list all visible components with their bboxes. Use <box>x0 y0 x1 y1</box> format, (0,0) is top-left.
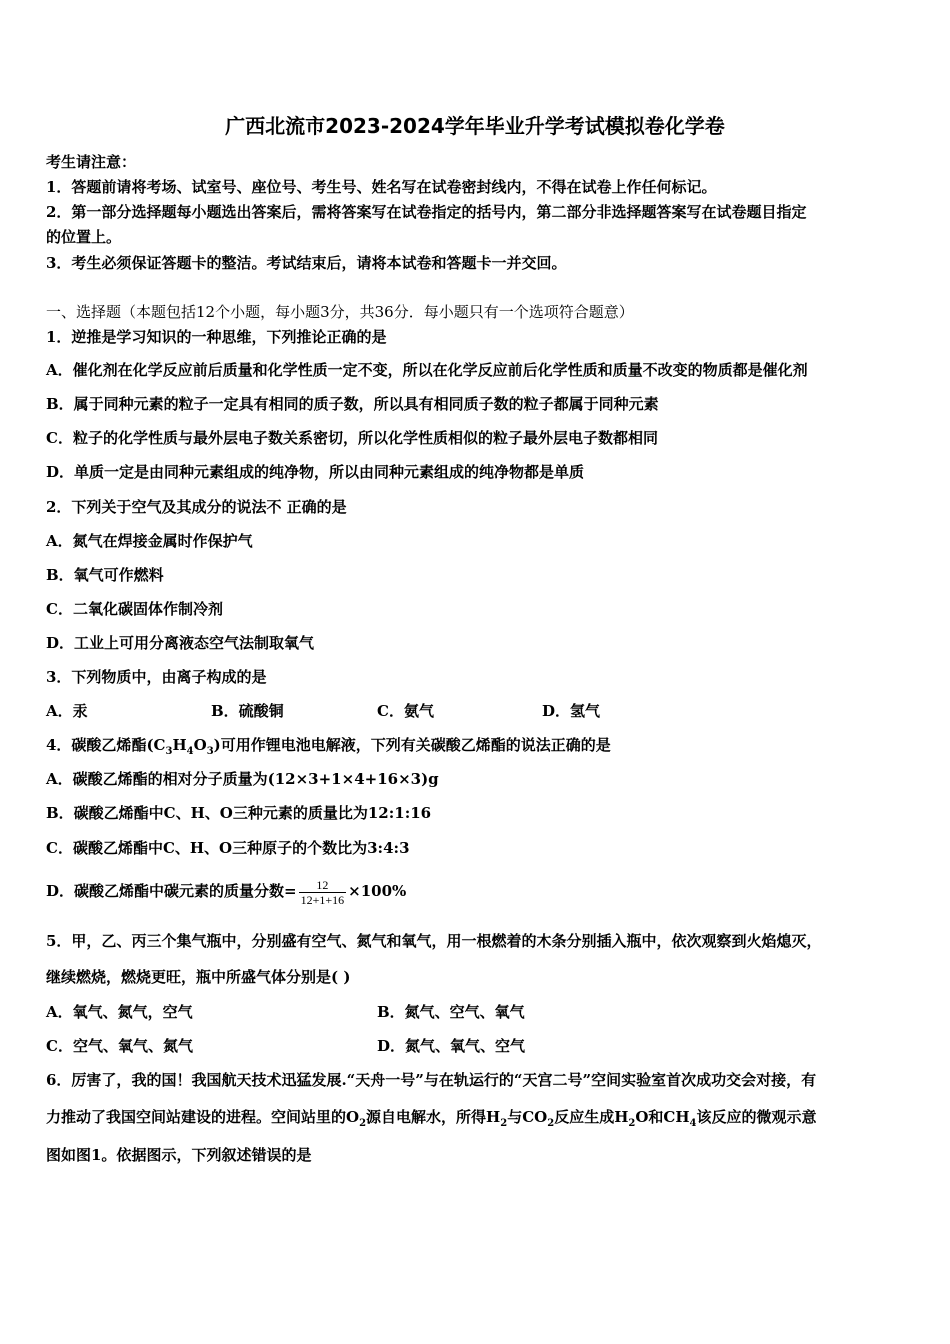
q1-option-c: C．粒子的化学性质与最外层电子数关系密切，所以化学性质相似的粒子最外层电子数都相同 <box>46 429 658 447</box>
subscript: 3 <box>206 746 214 757</box>
q3-option-b: B．硫酸铜 <box>211 702 284 720</box>
notice-item-3: 3．考生必须保证答题卡的整洁。考试结束后，请将本试卷和答题卡一并交回。 <box>46 254 567 272</box>
q1-option-d: D．单质一定是由同种元素组成的纯净物，所以由同种元素组成的纯净物都是单质 <box>46 463 585 481</box>
q4-option-d-text: D．碳酸乙烯酯中碳元素的质量分数= <box>46 882 297 900</box>
q6-text: 力推动了我国空间站建设的进程。空间站里的O <box>46 1108 360 1126</box>
q3-option-c: C．氨气 <box>377 702 434 720</box>
q1-option-a: A．催化剂在化学反应前后质量和化学性质一定不变，所以在化学反应前后化学性质和质量不改变的物质都是催化剂 <box>46 361 808 379</box>
section-heading: 一、选择题（本题包括12个小题，每小题3分，共36分．每小题只有一个选项符合题意） <box>46 303 634 321</box>
q4-option-d-text: ×100% <box>348 882 407 900</box>
q2-stem: 2．下列关于空气及其成分的说法不 正确的是 <box>46 498 347 516</box>
q2-option-d: D．工业上可用分离液态空气法制取氧气 <box>46 634 315 652</box>
q1-stem: 1．逆推是学习知识的一种思维，下列推论正确的是 <box>46 328 387 346</box>
q4-stem-text: H <box>172 736 187 754</box>
q4-stem-text: 4．碳酸乙烯酯(C <box>46 736 166 754</box>
subscript: 3 <box>165 746 173 757</box>
notice-heading: 考生请注意： <box>46 153 137 171</box>
q2-option-b: B．氧气可作燃料 <box>46 566 164 584</box>
q4-stem-text: )可用作锂电池电解液，下列有关碳酸乙烯酯的说法正确的是 <box>213 736 611 754</box>
q5-option-a: A．氧气、氮气，空气 <box>46 1003 193 1021</box>
q5-option-c: C．空气、氧气、氮气 <box>46 1037 193 1055</box>
q4-option-a: A．碳酸乙烯酯的相对分子质量为(12×3+1×4+16×3)g <box>46 770 439 788</box>
q5-stem-line2: 继续燃烧，燃烧更旺，瓶中所盛气体分别是( ) <box>46 968 351 986</box>
q6-text: 源自电解水，所得H <box>366 1108 501 1126</box>
notice-item-1: 1．答题前请将考场、试室号、座位号、考生号、姓名写在试卷密封线内，不得在试卷上作任何标记。 <box>46 178 717 196</box>
page-title: 广西北流市2023-2024学年毕业升学考试模拟卷化学卷 <box>225 114 725 138</box>
q6-stem-line1: 6．厉害了，我的国！我国航天技术迅猛发展.“天舟一号”与在轨运行的“天宫二号”空间实验室首次成功交会对接，有 <box>46 1071 817 1089</box>
q3-option-d: D．氢气 <box>542 702 601 720</box>
fraction <box>299 878 347 907</box>
notice-item-2: 2．第一部分选择题每小题选出答案后，需将答案写在试卷指定的括号内，第二部分非选择题答案写在试卷题目指定 <box>46 203 807 221</box>
q4-stem-text: O <box>193 736 207 754</box>
q3-option-a: A．汞 <box>46 702 88 720</box>
q6-text: O和CH <box>635 1108 690 1126</box>
fraction-numerator: 12 <box>316 877 329 892</box>
q4-option-c: C．碳酸乙烯酯中C、H、O三种原子的个数比为3:4:3 <box>46 839 410 857</box>
q4-stem <box>46 735 611 755</box>
q5-option-b: B．氮气、空气、氧气 <box>377 1003 525 1021</box>
q3-stem: 3．下列物质中，由离子构成的是 <box>46 668 267 686</box>
q1-option-b: B．属于同种元素的粒子一定具有相同的质子数，所以具有相同质子数的粒子都属于同种元素 <box>46 395 659 413</box>
subscript: 4 <box>186 746 194 757</box>
subscript: 4 <box>689 1118 697 1129</box>
q6-stem-line3: 图如图1。依据图示，下列叙述错误的是 <box>46 1146 312 1164</box>
subscript: 2 <box>359 1118 367 1129</box>
q2-option-c: C．二氧化碳固体作制冷剂 <box>46 600 223 618</box>
notice-item-2-cont: 的位置上。 <box>46 228 122 246</box>
subscript: 2 <box>628 1118 636 1129</box>
q5-option-d: D．氮气、氧气、空气 <box>377 1037 526 1055</box>
subscript: 2 <box>547 1118 555 1129</box>
fraction-denominator: 12+1+16 <box>300 892 345 907</box>
q6-stem-line2 <box>46 1107 817 1127</box>
q2-option-a: A．氮气在焊接金属时作保护气 <box>46 532 253 550</box>
q4-option-b: B．碳酸乙烯酯中C、H、O三种元素的质量比为12:1:16 <box>46 804 432 822</box>
q6-text: 反应生成H <box>554 1108 629 1126</box>
subscript: 2 <box>500 1118 508 1129</box>
q6-text: 与CO <box>507 1108 548 1126</box>
q5-stem-line1: 5．甲，乙、丙三个集气瓶中，分别盛有空气、氮气和氧气，用一根燃着的木条分别插入瓶中，依次观察到火焰熄灭， <box>46 932 822 950</box>
q4-option-d <box>46 874 406 908</box>
q6-text: 该反应的微观示意 <box>696 1108 817 1126</box>
